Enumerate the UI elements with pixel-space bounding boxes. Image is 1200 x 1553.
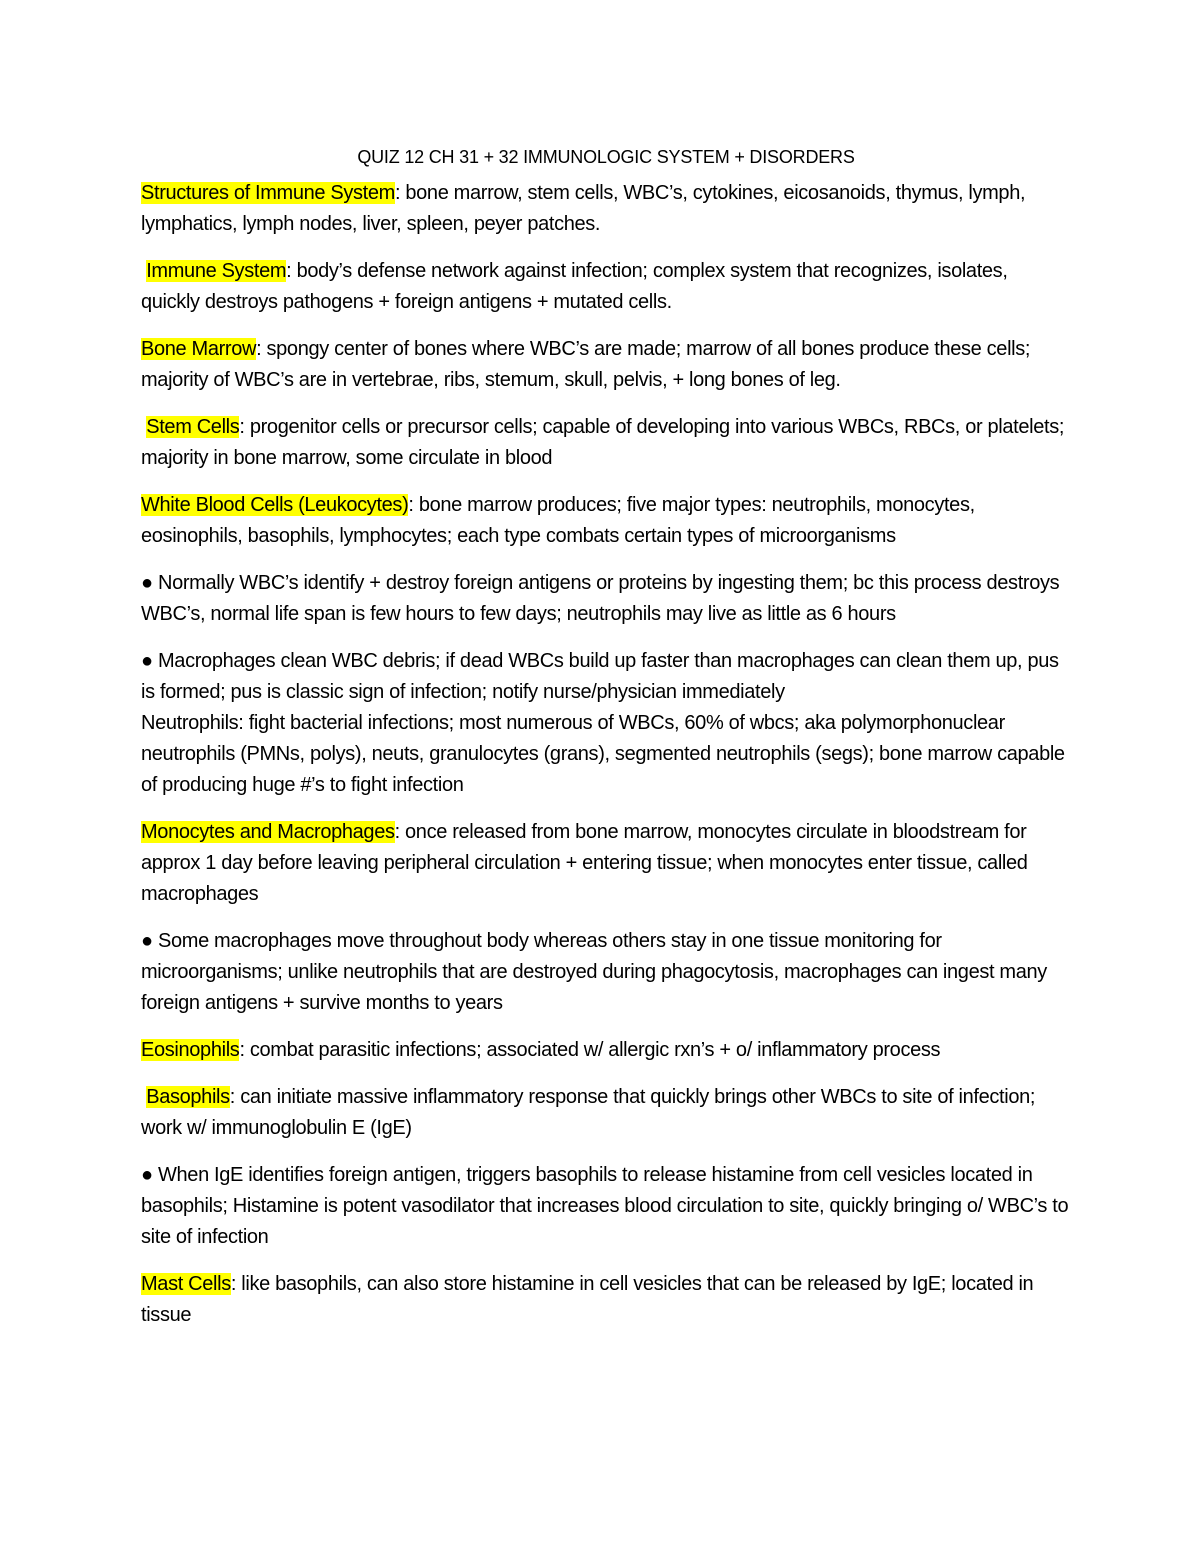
paragraph-mast-cells <box>141 1269 1071 1331</box>
paragraph-text: : bone marrow, stem cells, WBC’s, cytokines, eicosanoids, thymus, lymph, lymphatics, lymph nodes, liver, spleen, peyer patches. <box>141 182 1026 235</box>
paragraph-basophils <box>141 1082 1071 1144</box>
paragraph-structures <box>141 178 1071 240</box>
document-page <box>141 143 1071 1347</box>
highlight-term: Immune System <box>146 260 287 282</box>
paragraph-bone-marrow <box>141 334 1071 396</box>
paragraph-stem-cells <box>141 412 1071 474</box>
paragraph-text: : spongy center of bones where WBC’s are made; marrow of all bones produce these cells; majority of WBC’s are in vertebrae, ribs, stemum, skull, pelvis, + long bones of leg. <box>141 338 1031 391</box>
bullet-text: When IgE identifies foreign antigen, triggers basophils to release histamine from cell vesicles located in basophils; Histamine is potent vasodilator that increases blood circulation to site, quickly bringing o/ WBC’s to site of infection <box>141 1164 1069 1248</box>
bullet-text: Normally WBC’s identify + destroy foreign antigens or proteins by ingesting them; bc this process destroys WBC’s, normal life span is few hours to few days; neutrophils may live as little as 6 hours <box>141 572 1060 625</box>
document-title: QUIZ 12 CH 31 + 32 IMMUNOLOGIC SYSTEM + DISORDERS <box>357 147 855 167</box>
bullet-macrophages-movement <box>141 926 1071 1019</box>
paragraph-text: : body’s defense network against infection; complex system that recognizes, isolates, quickly destroys pathogens + foreign antigens + mutated cells. <box>141 260 1008 313</box>
paragraph-eosinophils <box>141 1035 1071 1066</box>
bullet-icon: ● <box>141 1164 153 1186</box>
highlight-term: Basophils <box>146 1086 230 1108</box>
bullet-icon: ● <box>141 930 153 952</box>
highlight-term: Eosinophils <box>141 1039 240 1061</box>
paragraph-text: : like basophils, can also store histamine in cell vesicles that can be released by IgE; located in tissue <box>141 1273 1034 1326</box>
paragraph-text: : once released from bone marrow, monocytes circulate in bloodstream for approx 1 day before leaving peripheral circulation + entering tissue; when monocytes enter tissue, called macrophages <box>141 821 1028 905</box>
paragraph-text: : can initiate massive inflammatory response that quickly brings other WBCs to site of infection; work w/ immunoglobulin E (IgE) <box>141 1086 1036 1139</box>
highlight-term: Bone Marrow <box>141 338 257 360</box>
paragraph-neutrophils: Neutrophils: fight bacterial infections; most numerous of WBCs, 60% of wbcs; aka polymorphonuclear neutrophils (PMNs, polys), neuts, granulocytes (grans), segmented neutrophils (segs); bone marrow capable of producing huge #’s to fight infection <box>141 712 1065 796</box>
highlight-term: White Blood Cells (Leukocytes) <box>141 494 409 516</box>
paragraph-monocytes <box>141 817 1071 910</box>
highlight-term: Structures of Immune System <box>141 182 395 204</box>
bullet-text: Some macrophages move throughout body whereas others stay in one tissue monitoring for microorganisms; unlike neutrophils that are destroyed during phagocytosis, macrophages can ingest many foreign antigens + survive months to years <box>141 930 1047 1014</box>
paragraph-immune-system <box>141 256 1071 318</box>
highlight-term: Mast Cells <box>141 1273 231 1295</box>
paragraph-text: : combat parasitic infections; associated w/ allergic rxn’s + o/ inflammatory process <box>239 1039 941 1061</box>
highlight-term: Stem Cells <box>146 416 240 438</box>
bullet-macrophages-debris <box>141 646 1071 708</box>
bullet-icon: ● <box>141 650 153 672</box>
highlight-term: Monocytes and Macrophages <box>141 821 395 843</box>
bullet-text: Macrophages clean WBC debris; if dead WBCs build up faster than macrophages can clean them up, pus is formed; pus is classic sign of infection; notify nurse/physician immediately <box>141 650 1059 703</box>
bullet-icon: ● <box>141 572 153 594</box>
paragraph-white-blood-cells <box>141 490 1071 552</box>
paragraph-text: : progenitor cells or precursor cells; capable of developing into various WBCs, RBCs, or platelets; majority in bone marrow, some circulate in blood <box>141 416 1065 469</box>
paragraph-text: : bone marrow produces; five major types: neutrophils, monocytes, eosinophils, basophils, lymphocytes; each type combats certain types of microorganisms <box>141 494 975 547</box>
bullet-wbc-life-span <box>141 568 1071 630</box>
bullet-ige-histamine <box>141 1160 1071 1253</box>
